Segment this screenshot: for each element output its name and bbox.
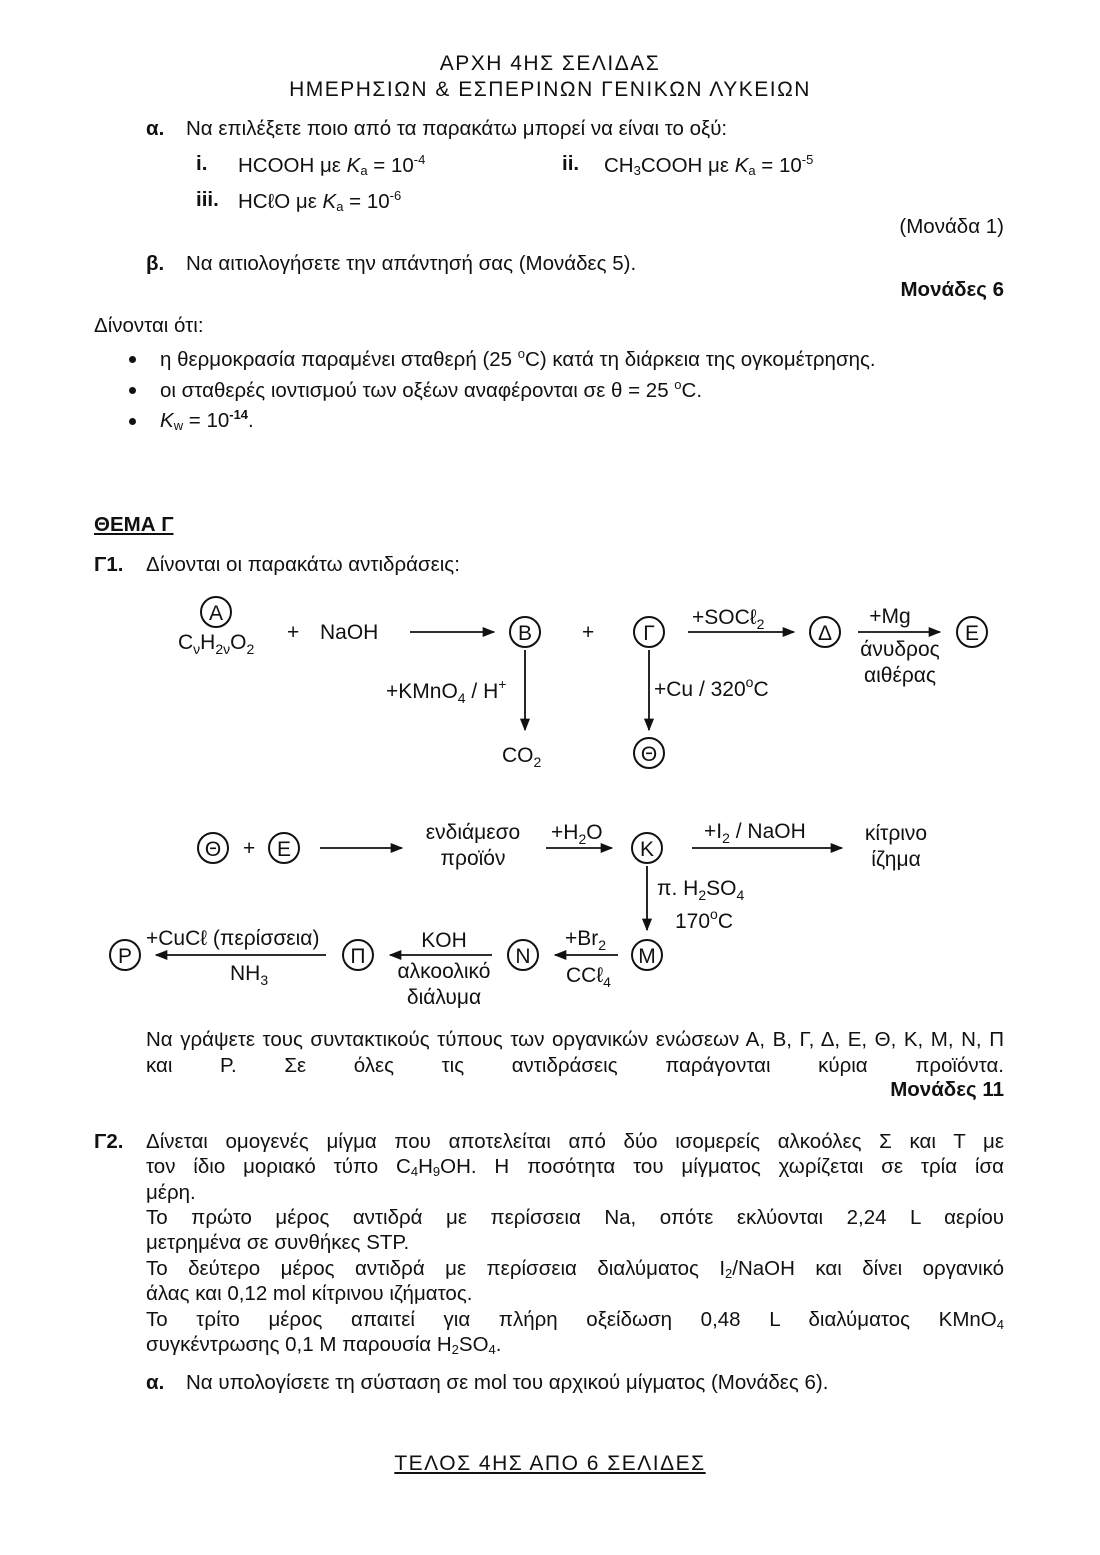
points-question: Μονάδες 6 bbox=[900, 278, 1004, 301]
option-ii-text: $CH_3COOH$ με $K_a = 10^{-5}$ bbox=[604, 152, 814, 178]
part2-line2: άλας και 0,12 mol κίτρινου ιζήματος. bbox=[146, 1282, 473, 1305]
plus-3: + bbox=[243, 837, 256, 860]
part3-line2: συγκέντρωσης 0,1 M παρουσία $H_2SO_4$. bbox=[146, 1333, 502, 1357]
option-ii-label: ii. bbox=[562, 152, 580, 175]
reagent-nh3: $NH_3$ bbox=[230, 962, 269, 988]
compound-B: B bbox=[517, 622, 533, 645]
intermediate-line1: ενδιάμεσο bbox=[425, 821, 521, 844]
compound-P: Π bbox=[350, 945, 366, 968]
reagent-koh: KOH bbox=[421, 929, 467, 952]
part3-line1: Το τρίτο μέρος απαιτεί για πλήρη οξείδωση 0,48 L διαλύματος KMnO$_4$ bbox=[146, 1308, 1004, 1332]
reaction-scheme bbox=[0, 590, 1100, 1020]
compound-M: M bbox=[638, 945, 656, 968]
page-header-top: ΑΡΧΗ 4ΗΣ ΣΕΛΙΔΑΣ bbox=[439, 52, 661, 75]
yellow-ppt-line1: κίτρινο bbox=[864, 822, 928, 845]
page-header-school: ΗΜΕΡΗΣΙΩΝ & ΕΣΠΕΡΙΝΩΝ ΓΕΝΙΚΩΝ ΛΥΚΕΙΩΝ bbox=[289, 78, 811, 101]
koh-alcoholic: αλκοολικό bbox=[397, 960, 491, 983]
reagent-socl2: +SOCℓ$_2$ bbox=[692, 606, 765, 632]
points-g1: Μονάδες 11 bbox=[890, 1078, 1004, 1101]
compound-A: A bbox=[208, 602, 224, 625]
part1-line2: μετρημένα σε συνθήκες STP. bbox=[146, 1231, 410, 1254]
intermediate-line2: προϊόν bbox=[440, 847, 506, 870]
product-co2: $CO_2$ bbox=[502, 744, 542, 770]
question-alpha-label: α. bbox=[146, 117, 165, 140]
option-iii-text: HCℓO με $K_a = 10^{-6}$ bbox=[238, 188, 402, 214]
g2-line1: Δίνεται ομογενές μίγμα που αποτελείται από δύο ισομερείς αλκοόλες Σ και Τ με bbox=[146, 1130, 1004, 1153]
formula-A: $C_\nu H_{2\nu}O_2$ bbox=[178, 631, 255, 657]
condition-anhydrous: άνυδρος bbox=[860, 638, 940, 661]
compound-R: P bbox=[117, 945, 133, 968]
condition-temp: 170$^o$C bbox=[675, 906, 734, 933]
yellow-ppt-line2: ίζημα bbox=[871, 848, 921, 871]
solvent-ccl4: CCℓ$_4$ bbox=[566, 964, 611, 990]
compound-K: K bbox=[639, 838, 655, 861]
question-beta-label: β. bbox=[146, 252, 165, 275]
reagent-h2o: $+H_2O$ bbox=[551, 821, 603, 847]
compound-E-2: E bbox=[276, 838, 292, 861]
section-title: ΘΕΜΑ Γ bbox=[94, 513, 174, 536]
given-intro: Δίνονται ότι: bbox=[94, 314, 204, 337]
compound-N: N bbox=[515, 945, 531, 968]
compound-D: Δ bbox=[817, 622, 833, 645]
reagent-i2-naoh: $+I_2$ / NaOH bbox=[704, 820, 806, 846]
reagent-h2so4: π. $H_2SO_4$ bbox=[657, 877, 745, 903]
points-alpha: (Μονάδα 1) bbox=[899, 215, 1004, 238]
question-beta-text: Να αιτιολογήσετε την απάντησή σας (Μονάδες 5). bbox=[186, 252, 637, 275]
option-i-label: i. bbox=[196, 152, 208, 175]
g2-alpha-text: Να υπολογίσετε τη σύσταση σε mol του αρχικού μίγματος (Μονάδες 6). bbox=[186, 1371, 829, 1394]
g2-line2: τον ίδιο μοριακό τύπο $C_4H_9OH$. Η ποσότητα του μίγματος χωρίζεται σε τρία ίσα bbox=[146, 1155, 1004, 1179]
g2-line3: μέρη. bbox=[146, 1181, 196, 1204]
koh-solution: διάλυμα bbox=[406, 986, 482, 1009]
plus-2: + bbox=[582, 621, 595, 644]
given-temperature: η θερμοκρασία παραμένει σταθερή (25 $^o$C) κατά τη διάρκεια της ογκομέτρησης. bbox=[160, 346, 876, 371]
compound-G: Γ bbox=[643, 622, 655, 645]
part1-line1: Το πρώτο μέρος αντιδρά με περίσσεια Na, οπότε εκλύονται 2,24 L αερίου bbox=[146, 1206, 1004, 1229]
reagent-br2: $+Br_2$ bbox=[565, 927, 607, 953]
g2-alpha-label: α. bbox=[146, 1371, 165, 1394]
reagent-naoh: NaOH bbox=[320, 621, 379, 644]
g2-label: Γ2. bbox=[94, 1130, 124, 1153]
g1-intro: Δίνονται οι παρακάτω αντιδράσεις: bbox=[146, 553, 460, 576]
plus-1: + bbox=[287, 621, 300, 644]
given-ionization: οι σταθερές ιοντισμού των οξέων αναφέρονται σε θ = 25 $^o$C. bbox=[160, 377, 703, 402]
option-iii-label: iii. bbox=[196, 188, 219, 211]
g1-label: Γ1. bbox=[94, 553, 124, 576]
compound-TH-2: Θ bbox=[204, 838, 222, 861]
reagent-mg: +Mg bbox=[869, 605, 911, 628]
reagent-cu: +Cu / 320$^o$C bbox=[654, 674, 769, 701]
reagent-kmno4: +KMnO$_4$ / H+ bbox=[386, 676, 507, 706]
compound-TH: Θ bbox=[640, 743, 658, 766]
bullet-3 bbox=[129, 418, 136, 425]
given-kw: $K_w = 10^{-14}$. bbox=[160, 407, 254, 433]
reagent-cucl: +CuCℓ (περίσσεια) bbox=[146, 927, 320, 950]
page-footer: ΤΕΛΟΣ 4ΗΣ ΑΠΟ 6 ΣΕΛΙΔΕΣ bbox=[394, 1452, 706, 1475]
compound-E: E bbox=[964, 622, 980, 645]
bullet-1 bbox=[129, 356, 136, 363]
g1-conclusion: Να γράψετε τους συντακτικούς τύπους των οργανικών ενώσεων Α, Β, Γ, Δ, Ε, Θ, Κ, Μ, Ν, Π και Ρ. Σε όλες τις αντιδράσεις παράγονται κύρια προϊόντα. bbox=[146, 1028, 1004, 1077]
part2-line1: Το δεύτερο μέρος αντιδρά με περίσσεια διαλύματος $I_2$/NaOH και δίνει οργανικό bbox=[146, 1257, 1004, 1281]
question-alpha-text: Να επιλέξετε ποιο από τα παρακάτω μπορεί να είναι το οξύ: bbox=[186, 117, 728, 140]
bullet-2 bbox=[129, 387, 136, 394]
option-i-text: HCOOH με $K_a = 10^{-4}$ bbox=[238, 152, 426, 178]
condition-ether: αιθέρας bbox=[863, 664, 937, 687]
